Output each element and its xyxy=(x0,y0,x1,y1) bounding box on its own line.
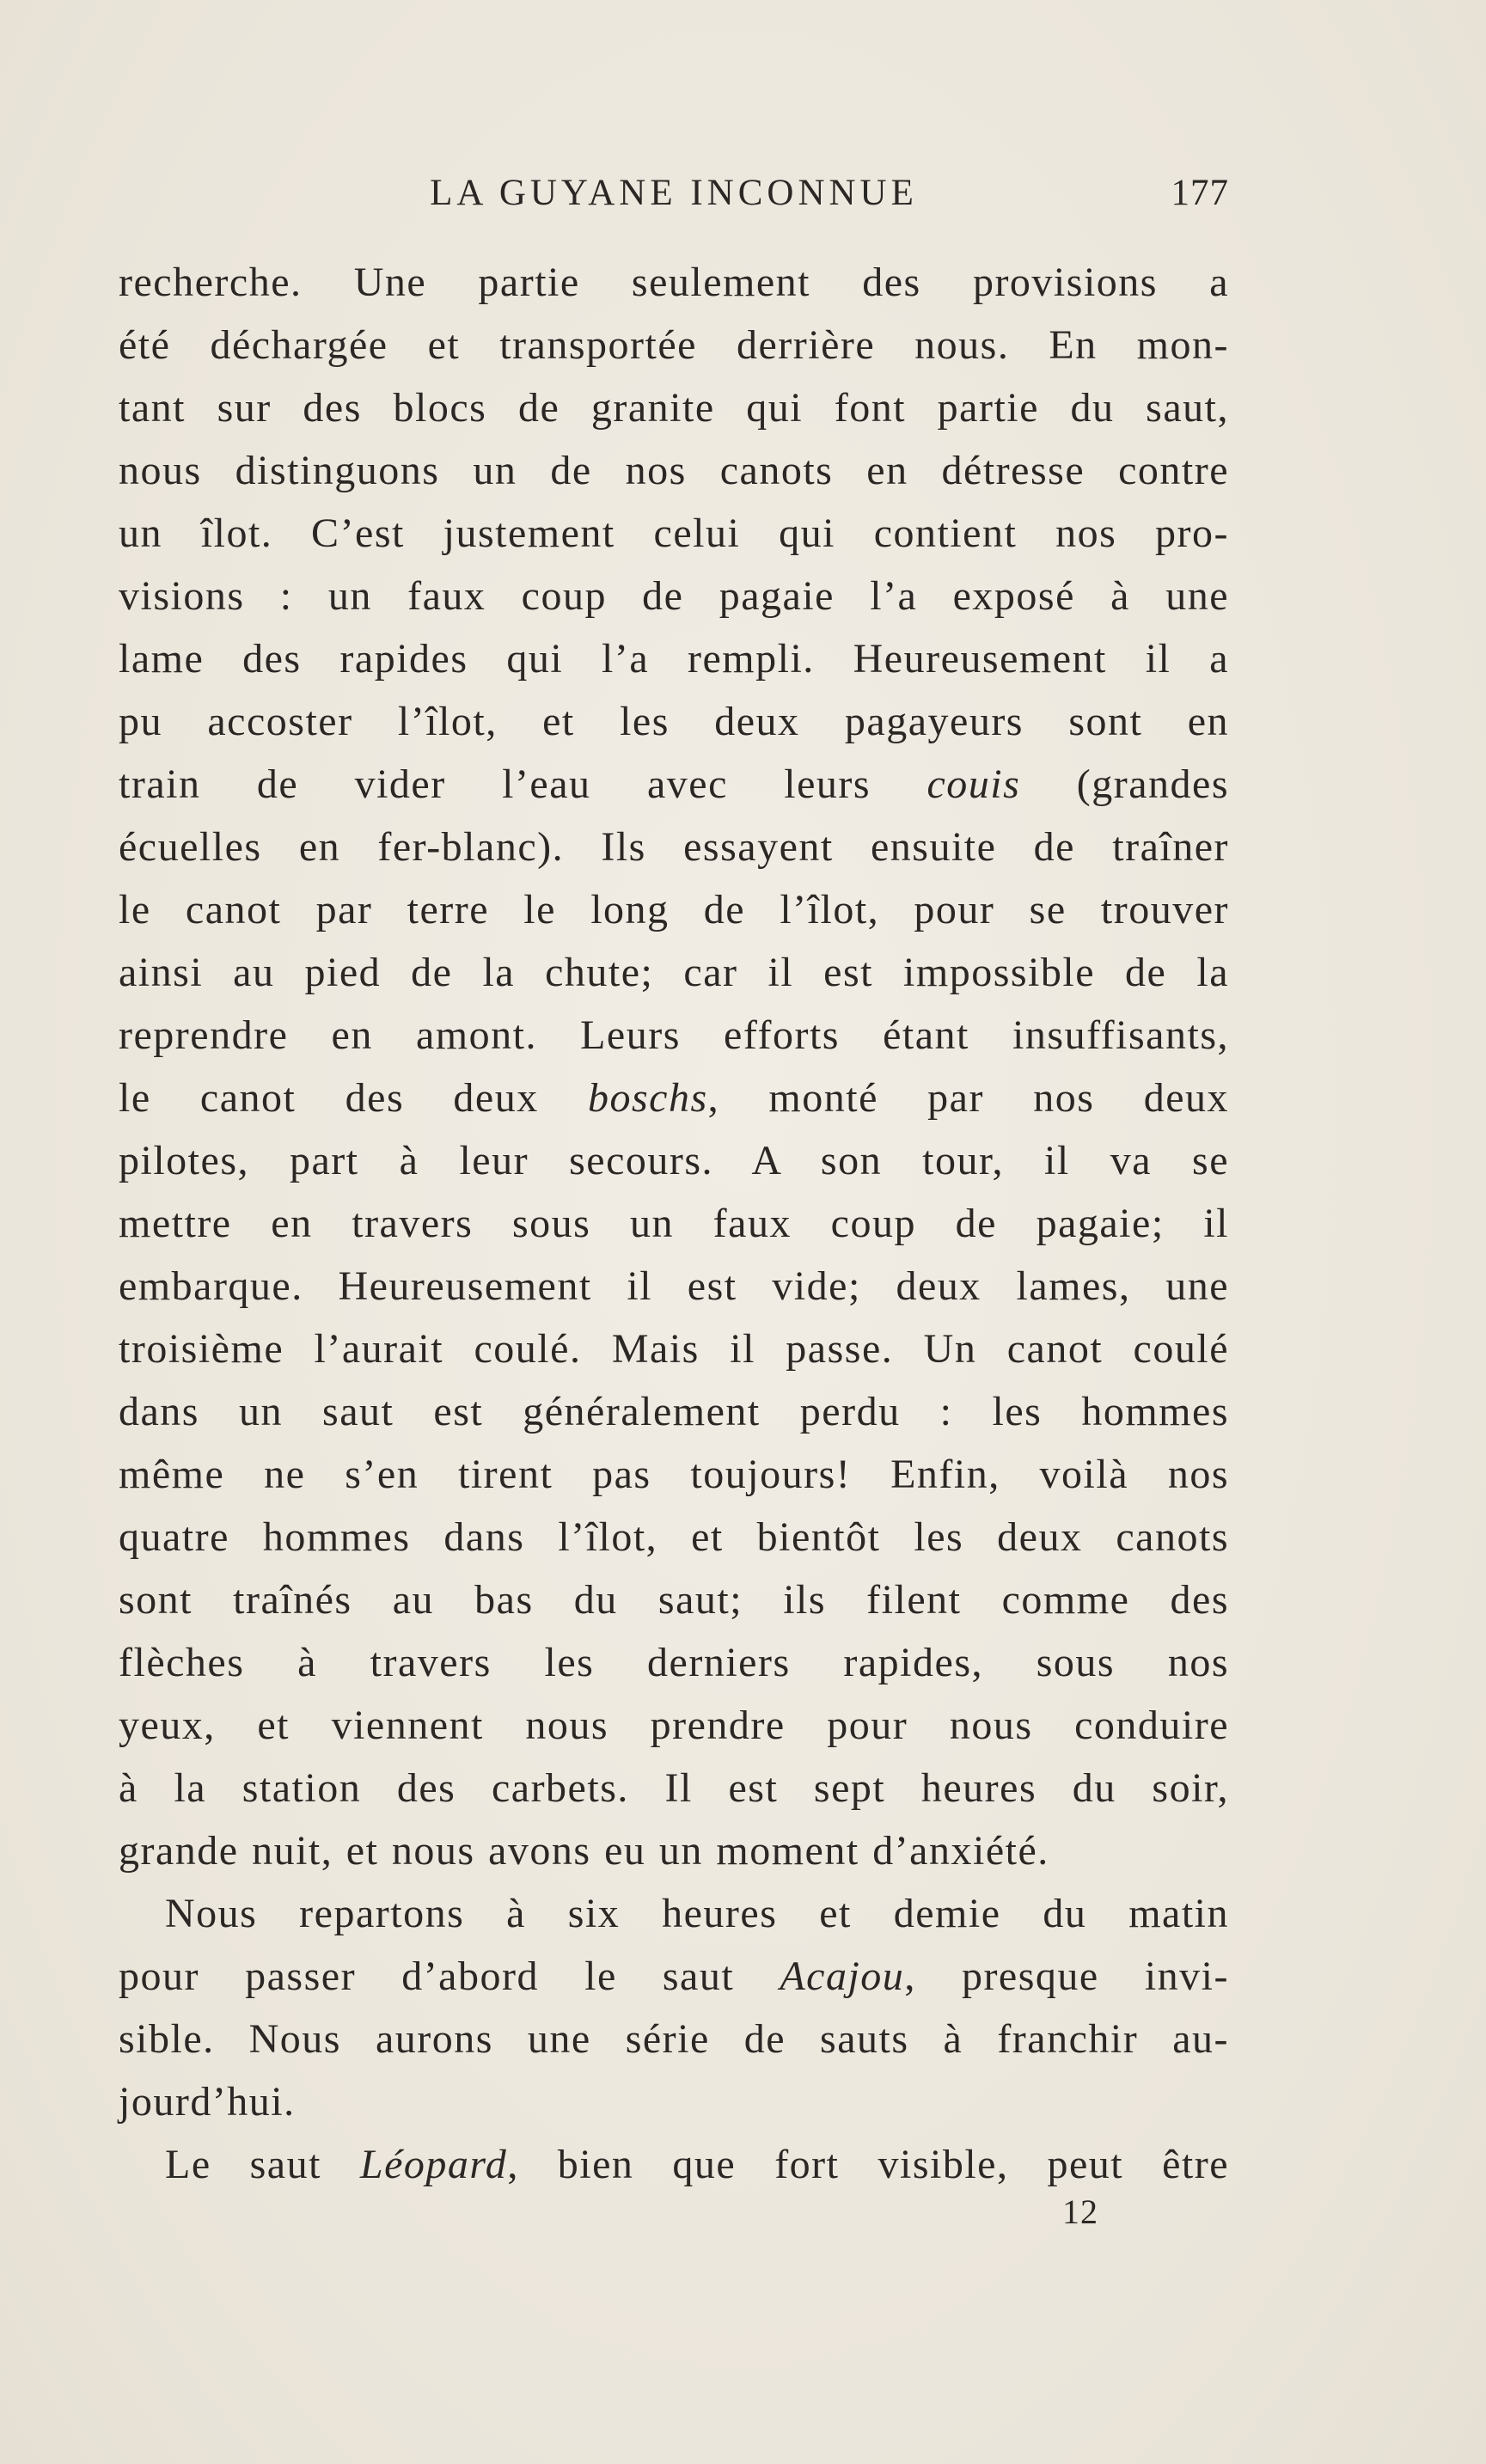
text-line: yeux, et viennent nous prendre pour nous conduire xyxy=(119,1703,1229,1748)
text-line: jourd’hui. xyxy=(119,2079,296,2125)
text-line: Le saut Léopard, bien que fort visible, peut être xyxy=(165,2142,1229,2187)
text-line: troisième l’aurait coulé. Mais il passe. Un canot coulé xyxy=(119,1326,1229,1372)
italic-term: Léopard xyxy=(359,2142,508,2187)
text-line: embarque. Heureusement il est vide; deux lames, une xyxy=(119,1263,1229,1309)
text-line: train de vider l’eau avec leurs couis (grandes xyxy=(119,761,1229,807)
text-line: pour passer d’abord le saut Acajou, presque invi- xyxy=(119,1953,1230,1999)
text-line: même ne s’en tirent pas toujours! Enfin, voilà nos xyxy=(119,1452,1229,1497)
text-line: à la station des carbets. Il est sept heures du soir, xyxy=(119,1765,1229,1811)
text-line: tant sur des blocs de granite qui font partie du saut, xyxy=(119,385,1229,431)
text-line: le canot des deux boschs, monté par nos deux xyxy=(119,1075,1230,1121)
body-text xyxy=(119,251,1229,2196)
text-line: Nous repartons à six heures et demie du matin xyxy=(165,1891,1229,1936)
text-line: sont traînés au bas du saut; ils filent comme des xyxy=(119,1577,1229,1623)
text-line: recherche. Une partie seulement des provisions a xyxy=(119,260,1229,305)
text-line: visions : un faux coup de pagaie l’a exposé à une xyxy=(119,573,1229,619)
text-line: été déchargée et transportée derrière nous. En mon- xyxy=(119,322,1229,368)
text-line: sible. Nous aurons une série de sauts à franchir au- xyxy=(119,2016,1229,2062)
text-line: ainsi au pied de la chute; car il est impossible de la xyxy=(119,950,1229,995)
text-line: le canot par terre le long de l’îlot, pour se trouver xyxy=(119,887,1229,932)
italic-term: Acajou xyxy=(780,1953,905,1999)
text-line: quatre hommes dans l’îlot, et bientôt les deux canots xyxy=(119,1514,1229,1560)
text-line: un îlot. C’est justement celui qui contient nos pro- xyxy=(119,511,1229,556)
text-line: lame des rapides qui l’a rempli. Heureusement il a xyxy=(119,636,1229,682)
text-line: flèches à travers les derniers rapides, sous nos xyxy=(119,1640,1229,1685)
signature-mark: 12 xyxy=(1062,2192,1098,2231)
text-line: pu accoster l’îlot, et les deux pagayeurs sont en xyxy=(119,699,1229,744)
text-line: pilotes, part à leur secours. A son tour, il va se xyxy=(119,1138,1229,1183)
italic-term: couis xyxy=(926,761,1021,807)
text-line: reprendre en amont. Leurs efforts étant insuffisants, xyxy=(119,1012,1229,1058)
running-head xyxy=(119,172,1229,220)
text-line: nous distinguons un de nos canots en détresse contre xyxy=(119,448,1229,493)
page-number: 177 xyxy=(1171,173,1229,213)
running-title: LA GUYANE INCONNUE xyxy=(430,173,918,213)
text-line: écuelles en fer-blanc). Ils essayent ensuite de traîner xyxy=(119,824,1229,870)
text-line: dans un saut est généralement perdu : les hommes xyxy=(119,1389,1229,1434)
text-line: mettre en travers sous un faux coup de pagaie; il xyxy=(119,1201,1229,1246)
text-line: grande nuit, et nous avons eu un moment d’anxiété. xyxy=(119,1828,1049,1874)
italic-term: boschs xyxy=(587,1075,708,1121)
